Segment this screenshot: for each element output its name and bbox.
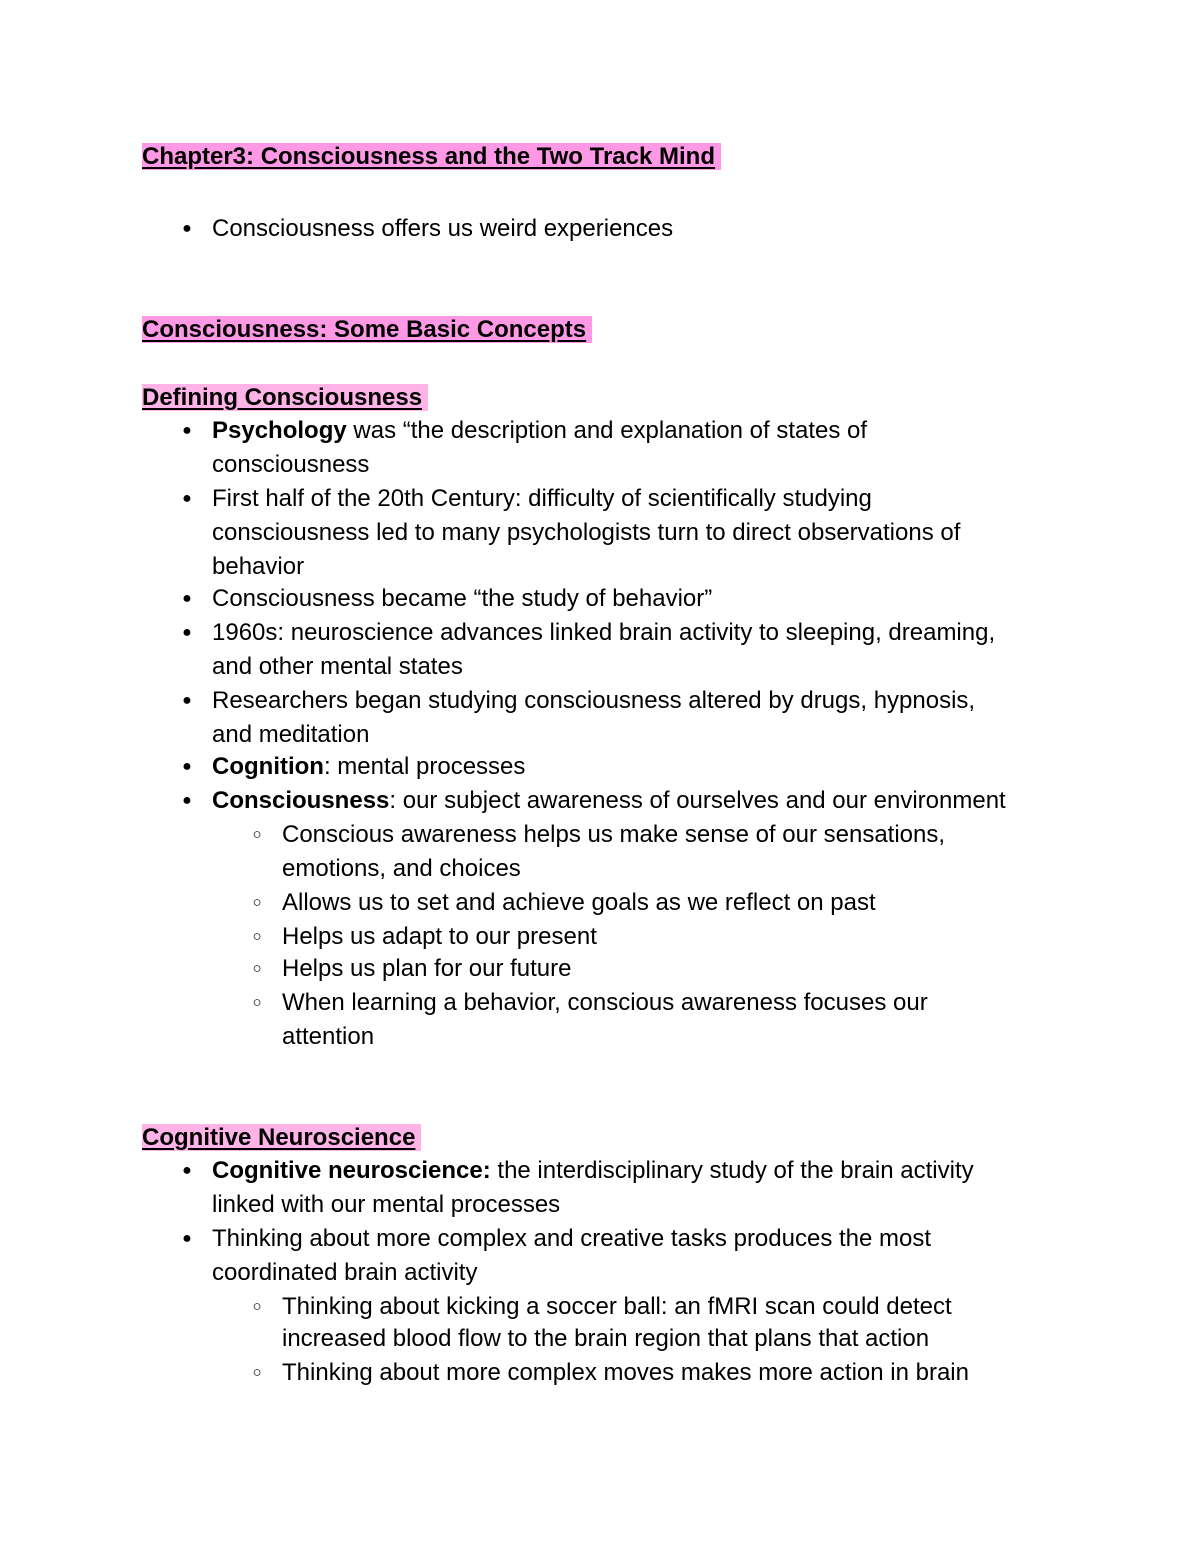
bullet-icon: ●	[182, 624, 192, 641]
subsection-title: Cognitive Neuroscience	[142, 1123, 421, 1153]
circle-bullet-icon: ○	[252, 994, 262, 1011]
bullet-icon: ●	[182, 1162, 192, 1179]
circle-bullet-icon: ○	[252, 960, 262, 977]
document-page: Chapter3: Consciousness and the Two Track Mind ● Consciousness offers us weird experiences Consciousness: Some Basic Concepts Defining Consciousness ● Psychology was “the description and explanation of states of consciousness ● First half of the 20th Century: difficulty of scientifically studying consciousness led to many psychologists turn to direct observations of behavior ● Consciousness became “the study of behavior” ● 1960s: neuroscience advances linked brain activity to sleeping, dreaming, and other mental states ● Researchers began studying consciousness altered by drugs, hypnosis, and meditation ● Cognition: mental processes ● Consciousness: our subject awareness of ourselves and our environment ○ Conscious awareness helps us make sense of our sensations, emotions, and choices ○ Allows us to set and achieve goals as we reflect on past ○ Helps us adapt to our present ○ Helps us plan for our future ○ When learning a behavior, conscious awareness focuses our attention Cognitive Neuroscience ● Cognitive neuroscience: the interdisciplinary study of the brain activity linked with our mental processes ● Thinking about more complex and creative tasks produces the most coordinated brain activity ○ Thinking about kicking a soccer ball: an fMRI scan could detect increased blood flow to the brain region that plans that action ○ Thinking about more complex moves makes more action in brain	[0, 0, 1200, 1553]
bullet-icon: ●	[182, 220, 192, 237]
term: Cognition	[212, 753, 324, 780]
circle-bullet-icon: ○	[252, 1364, 262, 1381]
subsection-title: Defining Consciousness	[142, 383, 428, 413]
term: Psychology	[212, 417, 347, 444]
circle-bullet-icon: ○	[252, 928, 262, 945]
bullet-icon: ●	[182, 758, 192, 775]
bullet-icon: ●	[182, 590, 192, 607]
circle-bullet-icon: ○	[252, 894, 262, 911]
bullet-icon: ●	[182, 792, 192, 809]
bullet-icon: ●	[182, 422, 192, 439]
term: Cognitive neuroscience:	[212, 1157, 491, 1184]
bullet-icon: ●	[182, 692, 192, 709]
bullet-icon: ●	[182, 1230, 192, 1247]
section-title: Consciousness: Some Basic Concepts	[142, 315, 592, 345]
circle-bullet-icon: ○	[252, 826, 262, 843]
bullet-icon: ●	[182, 490, 192, 507]
chapter-title: Chapter3: Consciousness and the Two Track Mind	[142, 142, 721, 172]
circle-bullet-icon: ○	[252, 1298, 262, 1315]
term: Consciousness	[212, 787, 390, 814]
